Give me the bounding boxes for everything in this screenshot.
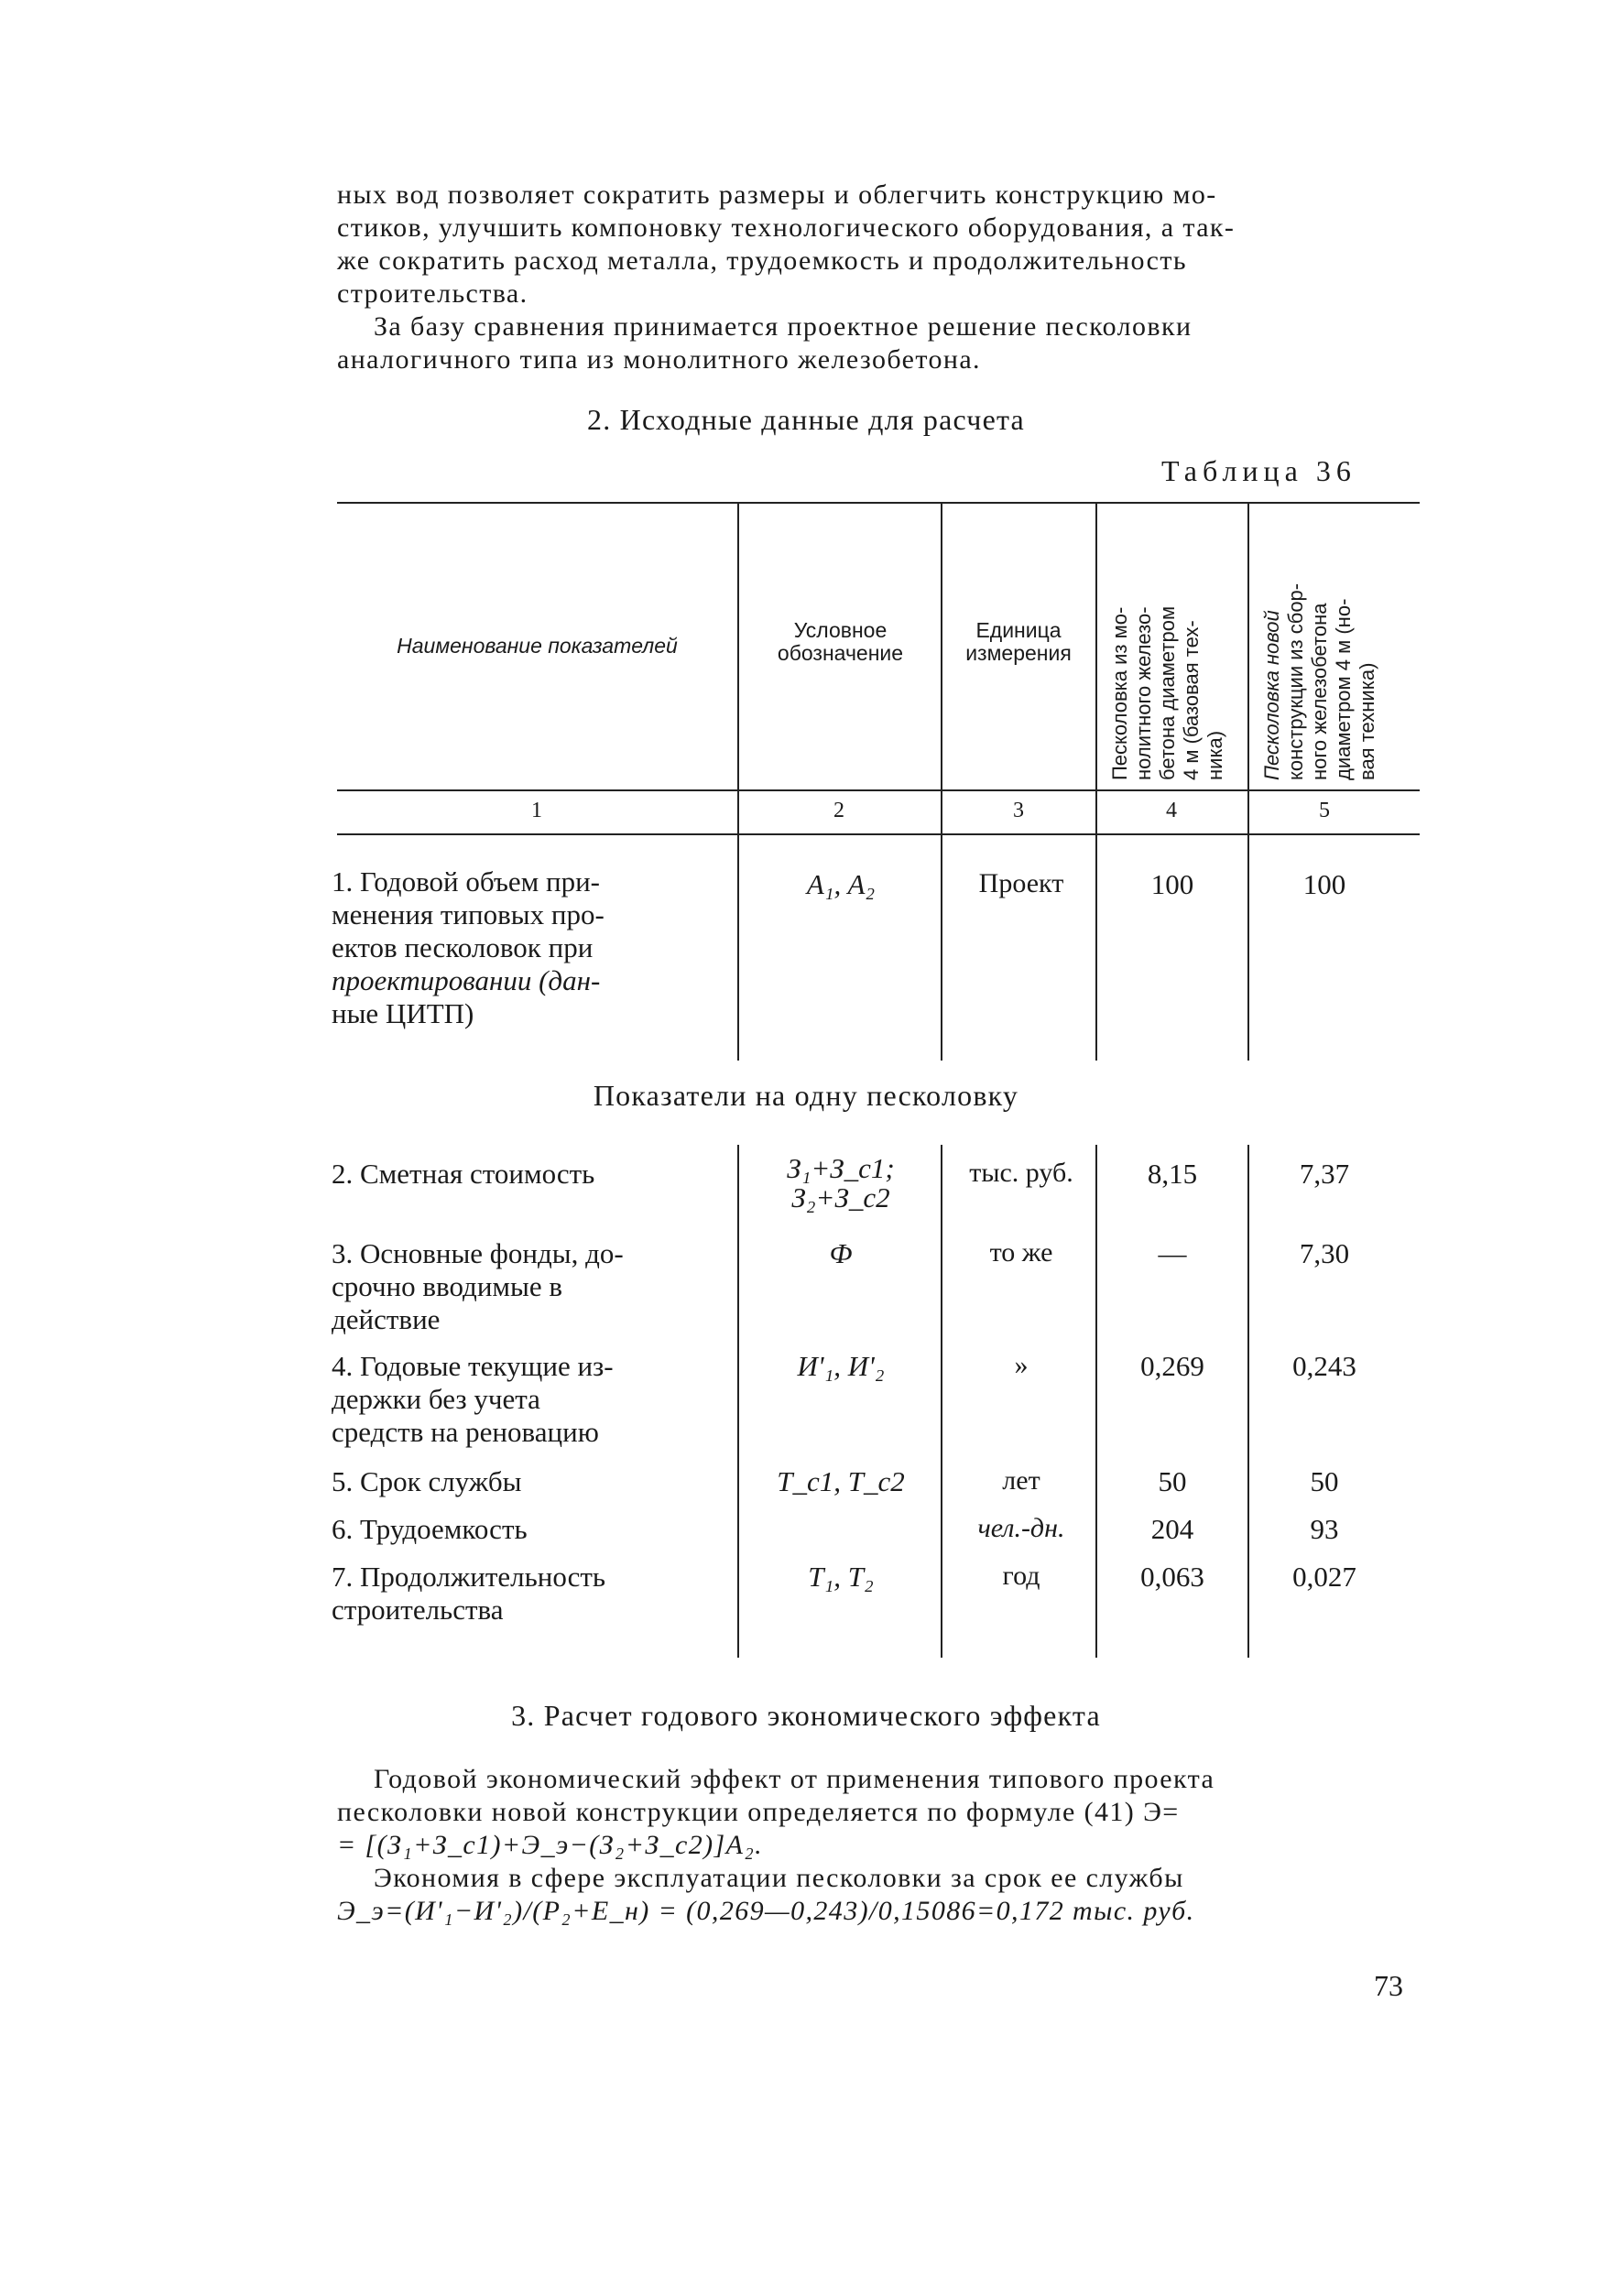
col-divider	[737, 502, 739, 1061]
base-comparison-paragraph	[337, 310, 1418, 376]
row-name-line: 3. Основные фонды, до-	[332, 1237, 624, 1269]
row4-base: 0,269	[1140, 1350, 1204, 1382]
row1-name-line: менения типовых про-	[332, 898, 604, 930]
header-symbol: Условное обозначение	[777, 618, 904, 665]
header-new-line: Песколовка новой	[1260, 610, 1283, 780]
header-new-line: вая техника)	[1356, 662, 1378, 780]
header-new-line: диаметром 4 м (но-	[1332, 598, 1355, 780]
header-new-line: конструкции из сбор-	[1284, 582, 1307, 780]
para2-line: За базу сравнения принимается проектное решение песколовки	[374, 311, 1193, 342]
calc-line: песколовки новой конструкции определяется по формуле (41) Э=	[337, 1797, 1180, 1827]
intro-line: строительства.	[337, 278, 528, 309]
row-name-line: держки без учета	[332, 1383, 540, 1415]
row3-name	[332, 1237, 724, 1336]
col-number: 5	[1319, 799, 1330, 822]
row3-symbol: Ф	[829, 1237, 853, 1269]
col-number: 1	[531, 799, 542, 822]
header-name: Наименование показателей	[397, 634, 678, 658]
row-name-line: 6. Трудоемкость	[332, 1513, 528, 1545]
row-name-line: 5. Срок службы	[332, 1465, 522, 1497]
row7-new: 0,027	[1292, 1561, 1356, 1593]
para2-line: аналогичного типа из монолитного железобетона.	[337, 344, 981, 375]
row3-unit: то же	[989, 1237, 1053, 1268]
calc-line: Экономия в сфере эксплуатации песколовки за срок ее службы	[374, 1863, 1184, 1893]
row1-name	[332, 865, 724, 1030]
row2-name	[332, 1158, 724, 1191]
row2-new: 7,37	[1299, 1158, 1350, 1190]
row2-symbol	[740, 1154, 942, 1213]
col-divider	[941, 502, 942, 1061]
row-name-line: 4. Годовые текущие из-	[332, 1350, 614, 1382]
table-label: Таблица 36	[1161, 454, 1356, 487]
row6-name	[332, 1513, 724, 1546]
row2-unit: тыс. руб.	[969, 1158, 1073, 1188]
col-number: 3	[1013, 799, 1024, 822]
header-bottom-rule	[337, 789, 1420, 791]
section-3-title: 3. Расчет годового экономического эффекта	[511, 1699, 1101, 1732]
intro-line: стиков, улучшить компоновку технологического оборудования, а так-	[337, 212, 1236, 243]
table-top-rule	[337, 502, 1420, 504]
row6-base: 204	[1150, 1513, 1194, 1545]
colnum-bottom-rule	[337, 833, 1420, 835]
row1-unit: Проект	[978, 868, 1064, 898]
row4-name	[332, 1350, 724, 1449]
header-base-line: Песколовка из мо-	[1108, 606, 1131, 780]
col-divider	[1247, 1145, 1249, 1658]
header-base-line: бетона диаметром	[1156, 605, 1179, 780]
row6-unit: чел.-дн.	[977, 1513, 1065, 1543]
col-divider	[1247, 502, 1249, 1061]
calc-paragraph	[337, 1763, 1418, 1928]
symbol-line: З₁+З_c1;	[787, 1152, 895, 1184]
intro-paragraph	[337, 179, 1418, 310]
row7-base: 0,063	[1140, 1561, 1204, 1593]
row5-symbol: T_c1, T_c2	[777, 1465, 905, 1497]
row1-name-line: 1. Годовой объем при-	[332, 865, 601, 898]
row5-base: 50	[1158, 1465, 1187, 1497]
row-name-line: средств на реновацию	[332, 1416, 599, 1448]
row4-unit: »	[1014, 1350, 1029, 1380]
intro-line: ных вод позволяет сократить размеры и облегчить конструкцию мо-	[337, 180, 1217, 210]
row-name-line: строительства	[332, 1594, 504, 1626]
row-name-line: 2. Сметная стоимость	[332, 1158, 595, 1190]
row2-base: 8,15	[1147, 1158, 1198, 1190]
row3-base: —	[1158, 1237, 1187, 1269]
row-name-line: срочно вводимые в	[332, 1270, 563, 1302]
header-base-line: нолитного железо-	[1132, 606, 1155, 780]
col-divider	[737, 1145, 739, 1658]
row4-symbol: И'₁, И'₂	[797, 1350, 885, 1382]
row-name-line: 7. Продолжительность	[332, 1561, 606, 1593]
row1-name-line: ектов песколовок при	[332, 931, 594, 963]
calc-line: Э_э=(И'₁−И'₂)/(P₂+E_н) = (0,269—0,243)/0,15086=0,172 тыс. руб.	[337, 1896, 1195, 1926]
per-unit-subheader: Показатели на одну песколовку	[593, 1079, 1019, 1112]
header-base-line: 4 м (базовая тех-	[1180, 620, 1203, 780]
calc-line: = [(З₁+З_c1)+Э_э−(З₂+З_c2)]A₂.	[337, 1830, 764, 1860]
header-unit: Единица измерения	[965, 618, 1072, 665]
col-divider	[1095, 502, 1097, 1061]
row4-new: 0,243	[1292, 1350, 1356, 1382]
row7-unit: год	[1002, 1561, 1040, 1591]
row5-name	[332, 1465, 724, 1498]
row7-name	[332, 1561, 724, 1627]
col-number: 2	[833, 799, 844, 822]
row5-new: 50	[1310, 1465, 1339, 1497]
page-number: 73	[1374, 1969, 1403, 2002]
row7-symbol: T₁, T₂	[808, 1561, 874, 1593]
row3-new: 7,30	[1299, 1237, 1350, 1269]
col-number: 4	[1166, 799, 1177, 822]
row1-symbol: A₁, A₂	[806, 868, 876, 900]
row1-new: 100	[1302, 868, 1346, 900]
intro-line: же сократить расход металла, трудоемкость и продолжительность	[337, 245, 1187, 276]
symbol-line: З₂+З_c2	[791, 1181, 890, 1213]
calc-line: Годовой экономический эффект от применения типового проекта	[374, 1764, 1215, 1794]
header-base-line: ника)	[1204, 730, 1226, 780]
section-2-title: 2. Исходные данные для расчета	[587, 403, 1025, 436]
header-new-line: ного железобетона	[1308, 603, 1331, 780]
row6-new: 93	[1310, 1513, 1339, 1545]
row1-base: 100	[1150, 868, 1194, 900]
row1-name-line: проектировании (дан-	[332, 964, 601, 996]
row-name-line: действие	[332, 1303, 441, 1335]
row1-name-line: ные ЦИТП)	[332, 997, 474, 1029]
row5-unit: лет	[1002, 1465, 1040, 1496]
